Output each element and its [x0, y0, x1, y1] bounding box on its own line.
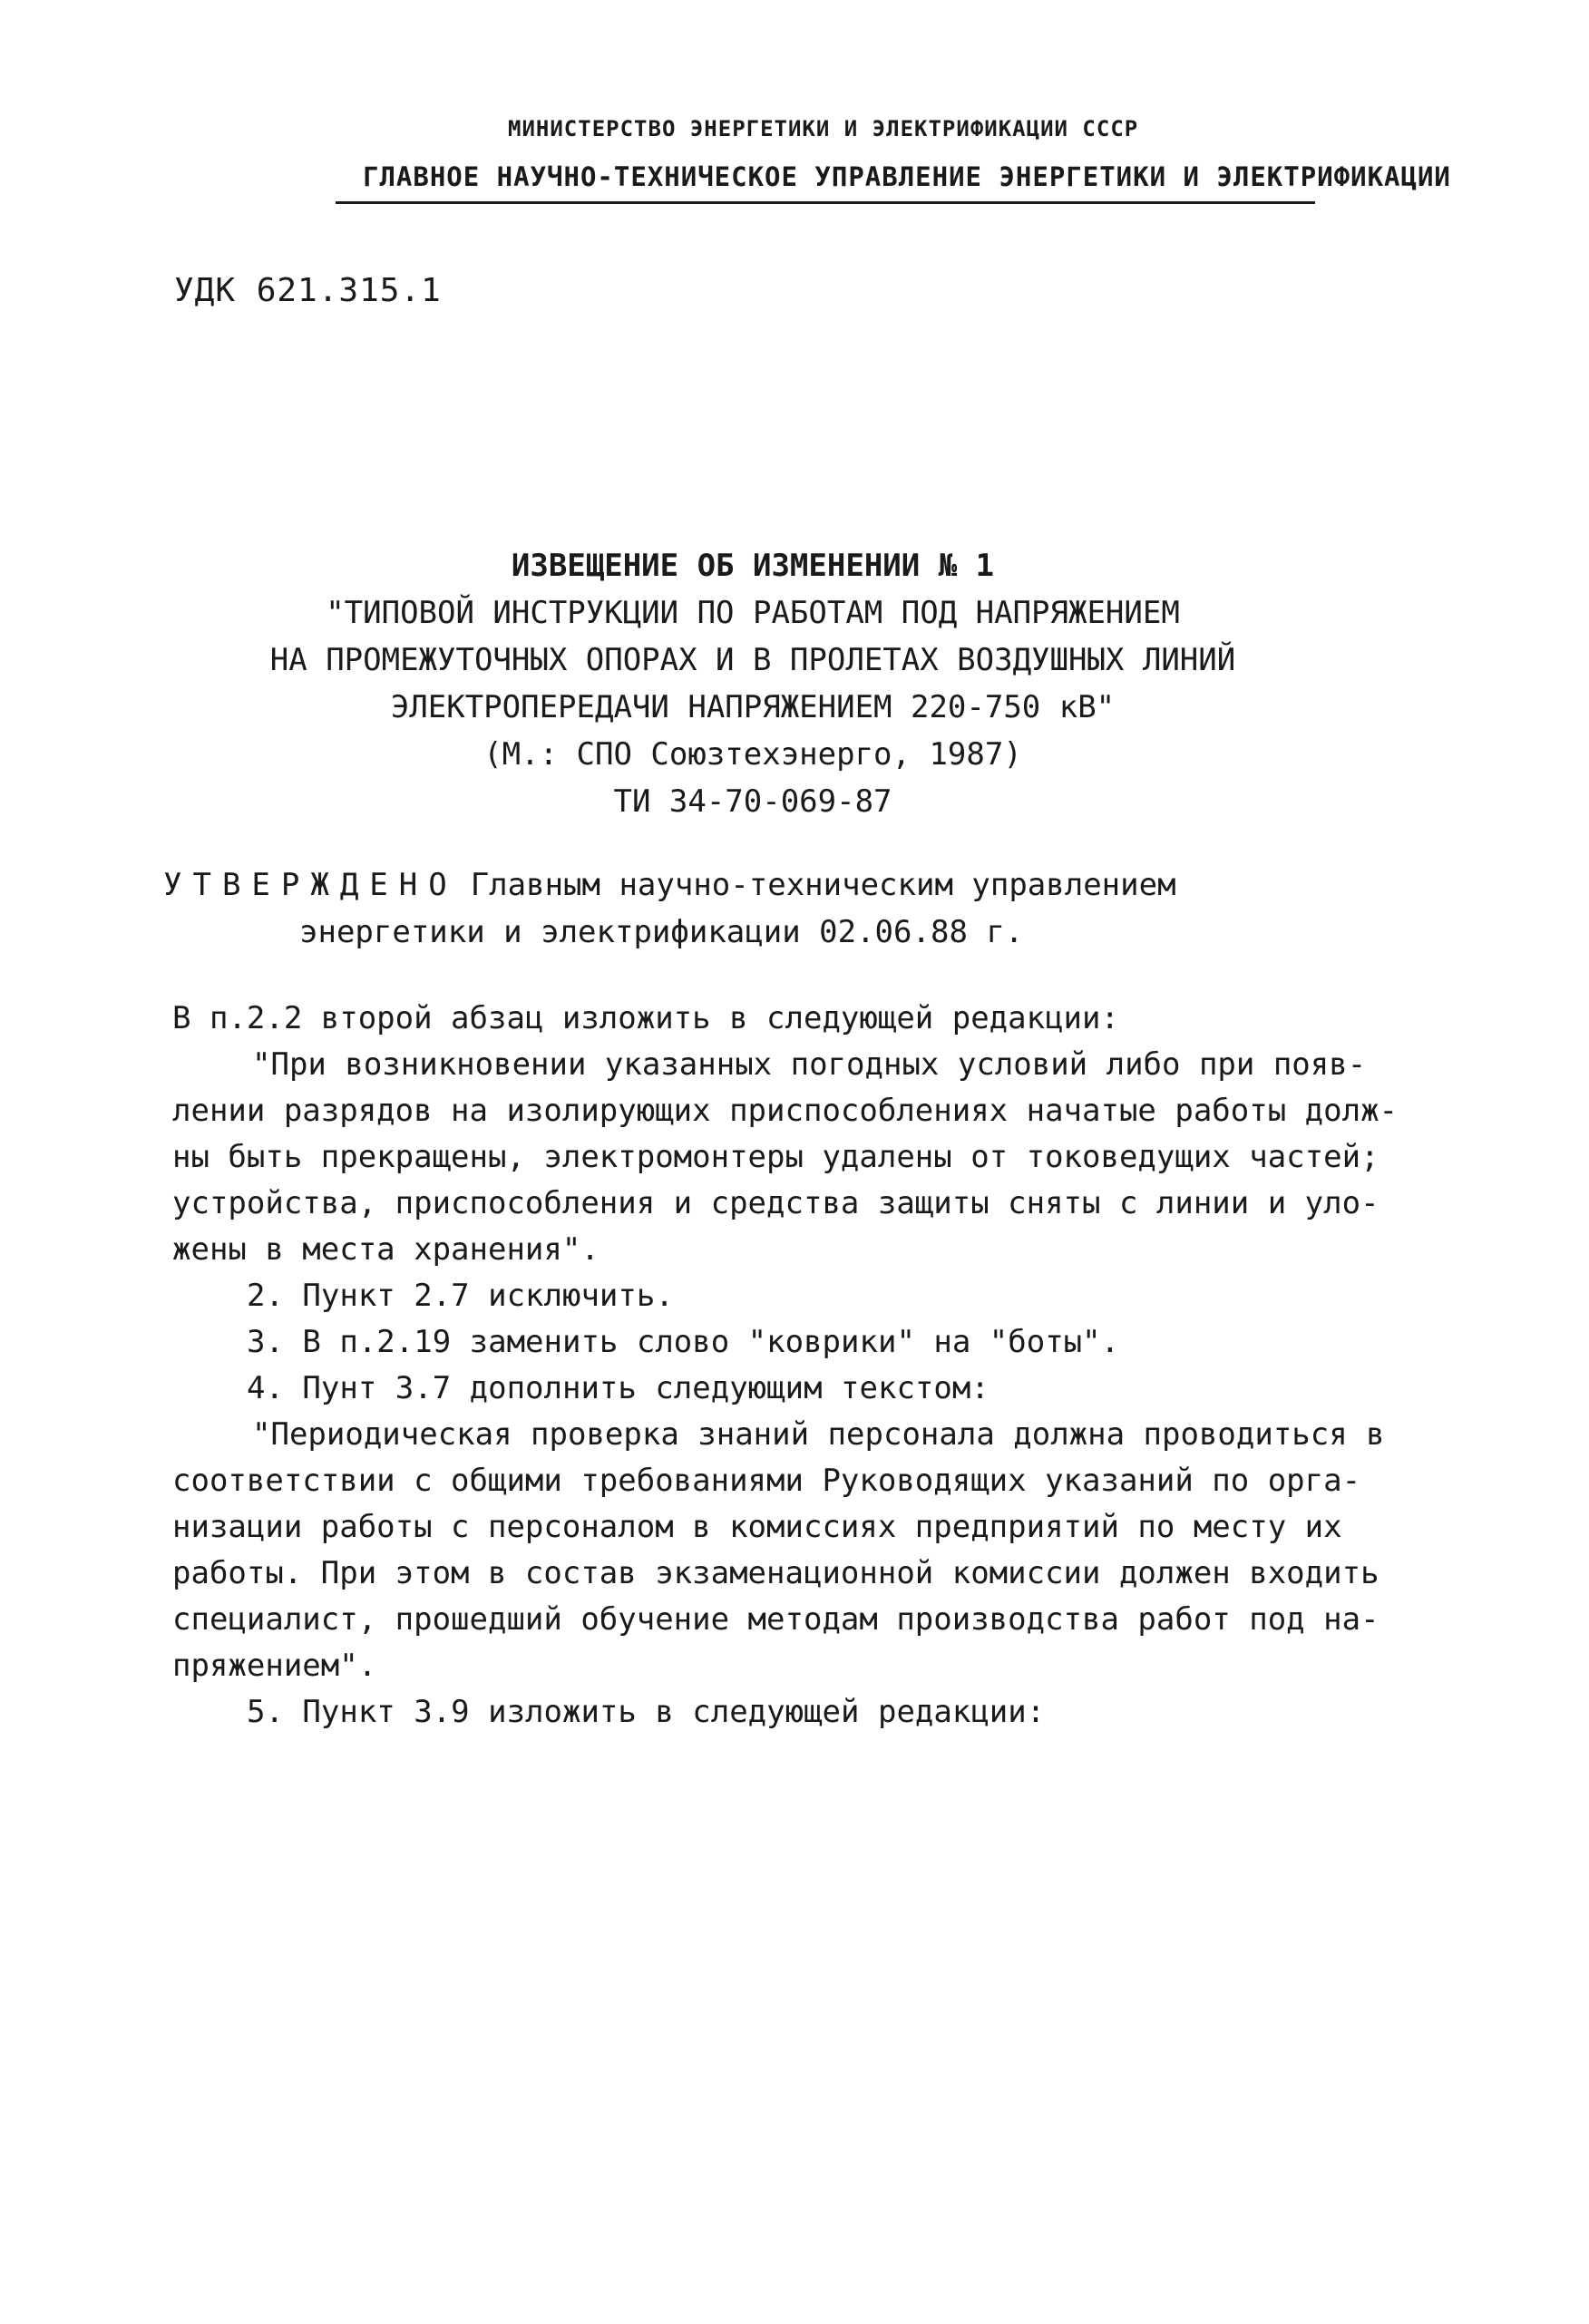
approval-block — [163, 861, 1451, 956]
body-line: низации работы с персоналом в комиссиях предприятий по месту их — [172, 1509, 1342, 1545]
body-line: "Периодическая проверка знаний персонала должна проводиться в — [252, 1416, 1385, 1453]
body-line: 2. Пункт 2.7 исключить. — [247, 1278, 674, 1314]
body-line: лении разрядов на изолирующих приспособлениях начатые работы долж- — [172, 1093, 1399, 1129]
title-line: НА ПРОМЕЖУТОЧНЫХ ОПОРАХ И В ПРОЛЕТАХ ВОЗДУШНЫХ ЛИНИЙ — [269, 642, 1236, 678]
ministry-header: МИНИСТЕРСТВО ЭНЕРГЕТИКИ И ЭЛЕКТРИФИКАЦИИ СССР — [508, 116, 1139, 141]
body-line: жены в места хранения". — [172, 1231, 600, 1268]
title-line: ЭЛЕКТРОПЕРЕДАЧИ НАПРЯЖЕНИЕМ 220-750 кВ" — [390, 689, 1116, 725]
approved-label: УТВЕРЖДЕНО — [163, 867, 458, 903]
body-line: 3. В п.2.19 заменить слово "коврики" на "боты". — [247, 1324, 1120, 1360]
body-line: специалист, прошедший обучение методам производства работ под на- — [172, 1601, 1379, 1638]
title-line: "ТИПОВОЙ ИНСТРУКЦИИ ПО РАБОТАМ ПОД НАПРЯЖЕНИЕМ — [326, 595, 1180, 631]
body-line: соответствии с общими требованиями Руководящих указаний по орга- — [172, 1463, 1361, 1499]
amendment-body — [172, 996, 1424, 1736]
department-header: ГЛАВНОЕ НАУЧНО-ТЕХНИЧЕСКОЕ УПРАВЛЕНИЕ ЭНЕРГЕТИКИ И ЭЛЕКТРИФИКАЦИИ — [363, 161, 1451, 192]
udk-code: УДК 621.315.1 — [174, 272, 442, 309]
header-underline — [336, 201, 1315, 204]
body-line: ны быть прекращены, электромонтеры удалены от токоведущих частей; — [172, 1139, 1379, 1175]
body-line: 5. Пункт 3.9 изложить в следующей редакции: — [247, 1694, 1046, 1730]
approved-by-line1: Главным научно-техническим управлением — [470, 867, 1176, 903]
body-line: работы. При этом в состав экзаменационной комиссии должен входить — [172, 1555, 1379, 1591]
body-line: пряжением". — [172, 1648, 377, 1684]
title-line: (М.: СПО Союзтехэнерго, 1987) — [483, 736, 1022, 773]
title-line: ИЗВЕЩЕНИЕ ОБ ИЗМЕНЕНИИ № 1 — [511, 548, 995, 584]
body-line: устройства, приспособления и средства защиты сняты с линии и уло- — [172, 1185, 1379, 1221]
approved-by-line2: энергетики и электрификации 02.06.88 г. — [299, 914, 1024, 950]
body-line: "При возникновении указанных погодных условий либо при появ- — [252, 1046, 1367, 1083]
body-line: В п.2.2 второй абзац изложить в следующей редакции: — [172, 1000, 1119, 1036]
body-line: 4. Пунт 3.7 дополнить следующим текстом: — [247, 1370, 989, 1406]
notice-title — [236, 542, 1270, 825]
title-line: ТИ 34-70-069-87 — [613, 783, 892, 820]
